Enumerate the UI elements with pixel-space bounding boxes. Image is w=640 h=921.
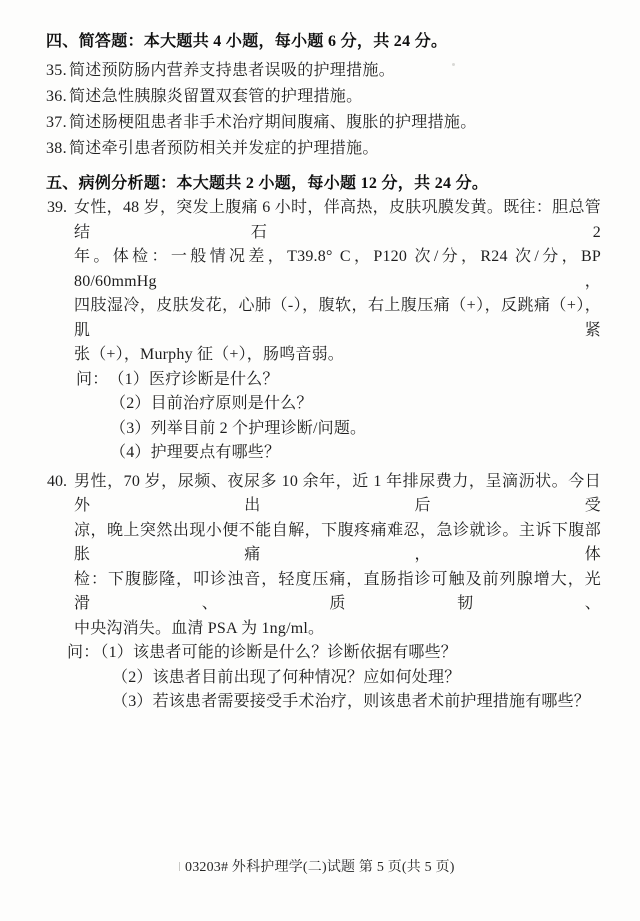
question-text: 简述牵引患者预防相关并发症的护理措施。: [69, 140, 379, 157]
sub-question: （1）该患者可能的诊断是什么？诊断依据有哪些？: [100, 644, 458, 661]
case-item-40: [47, 470, 640, 715]
case-ask-row: [76, 368, 601, 393]
sub-question: （3）列举目前 2 个护理诊断/问题。: [110, 419, 367, 437]
section-4-heading: 四、简答题：本大题共 4 小题，每小题 6 分，共 24 分。: [46, 33, 448, 50]
ask-label: 问：: [67, 644, 100, 661]
page-footer: [179, 859, 455, 877]
sub-question: （4）护理要点有哪些？: [110, 444, 281, 461]
case-number: 40.: [47, 472, 67, 490]
question-text: 简述急性胰腺炎留置双套管的护理措施。: [69, 88, 363, 105]
question-number: 38.: [46, 140, 67, 157]
question-number: 35.: [46, 62, 67, 79]
case-body-line: 凉，晚上突然出现小便不能自解，下腹疼痛难忍，急诊就诊。主诉下腹部胀痛，体: [74, 521, 601, 563]
case-body-line: 男性，70 岁，尿频、夜尿多 10 余年，近 1 年排尿费力，呈滴沥状。今日外出后受: [74, 472, 601, 514]
case-body: [67, 470, 601, 715]
sub-question: （3）若该患者需要接受手术治疗，则该患者术前护理措施有哪些？: [112, 693, 591, 710]
short-answer-list: [46, 58, 640, 162]
case-ask-row: [67, 641, 601, 666]
question-number: 36.: [46, 88, 67, 105]
case-number: 39.: [47, 199, 67, 216]
ask-label: 问：: [76, 370, 109, 388]
question-text: 简述预防肠内营养支持患者误吸的护理措施。: [69, 62, 396, 79]
case-body-line: 四肢湿冷，皮肤发花，心肺（-），腹软，右上腹压痛（+），反跳痛（+），肌紧: [74, 297, 601, 339]
sub-question: （1）医疗诊断是什么？: [116, 370, 279, 388]
question-item-38: [46, 136, 640, 162]
question-text: 简述肠梗阻患者非手术治疗期间腹痛、腹胀的护理措施。: [69, 114, 477, 131]
case-body-line: 检：下腹膨隆，叩诊浊音，轻度压痛，直肠指诊可触及前列腺增大，光滑、质韧、: [74, 570, 601, 612]
case-body-line: 女性，48 岁，突发上腹痛 6 小时，伴高热，皮肤巩膜发黄。既往：胆总管结石 2: [74, 199, 601, 241]
section-5-heading: 五、病例分析题：本大题共 2 小题，每小题 12 分，共 24 分。: [46, 175, 489, 192]
scan-artifact-mark: [179, 862, 180, 871]
footer-text: 03203# 外科护理学(二)试题 第 5 页(共 5 页): [185, 860, 455, 875]
question-item-36: [46, 84, 640, 110]
question-number: 37.: [46, 114, 67, 131]
sub-question: （2）该患者目前出现了何种情况？应如何处理？: [112, 668, 461, 686]
case-body-line: 张（+），Murphy 征（+），肠鸣音弱。: [74, 346, 345, 363]
scan-artifact-dot: [452, 63, 455, 66]
case-item-39: [47, 196, 640, 466]
case-body-line: 年。体检：一般情况差，T39.8° C，P120 次/分，R24 次/分，BP 80/60mmHg，: [74, 248, 601, 290]
question-item-37: [46, 110, 640, 136]
case-body-line: 中央沟消失。血清 PSA 为 1ng/ml。: [74, 619, 325, 637]
sub-question: （2）目前治疗原则是什么？: [110, 395, 313, 412]
question-item-35: [46, 58, 640, 84]
case-body: [74, 196, 601, 466]
